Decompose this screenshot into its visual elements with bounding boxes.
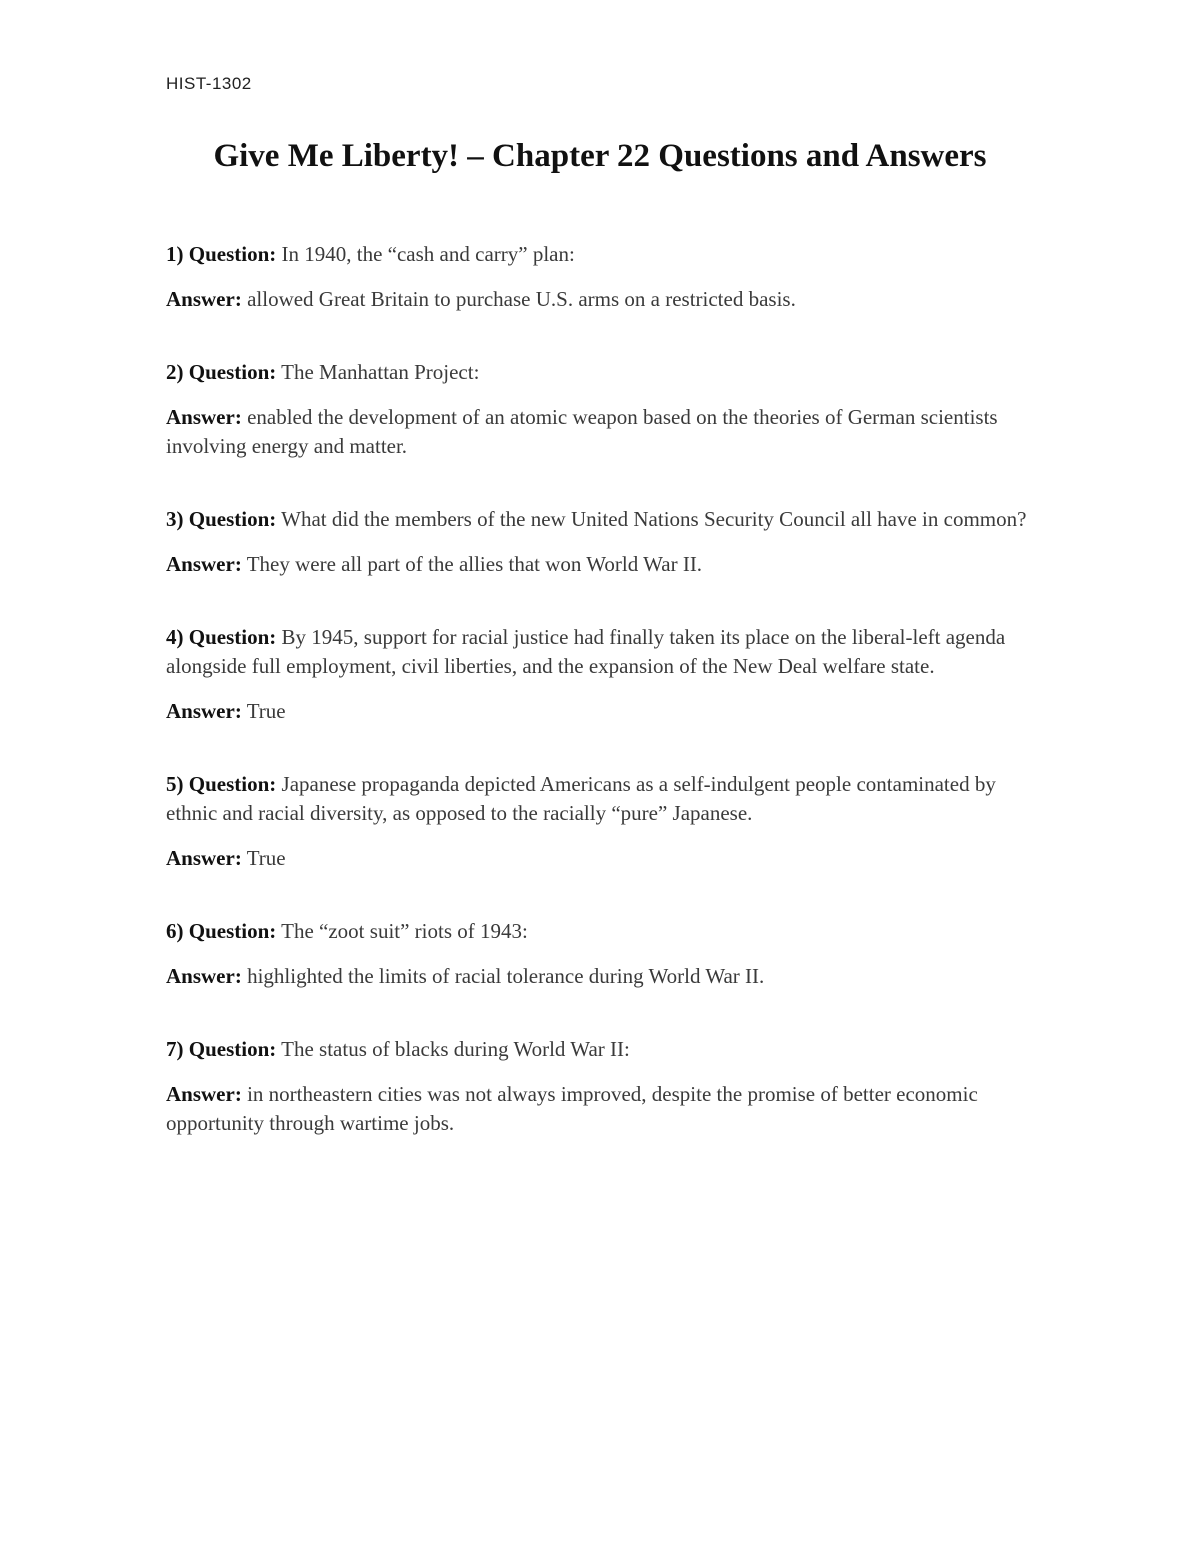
question-label: 6) Question: <box>166 919 277 943</box>
qa-item <box>166 358 1046 461</box>
answer-label: Answer: <box>166 552 242 576</box>
qa-item <box>166 623 1046 726</box>
question-label: 3) Question: <box>166 507 277 531</box>
qa-item <box>166 1035 1046 1138</box>
answer-label: Answer: <box>166 699 242 723</box>
answer-label: Answer: <box>166 405 242 429</box>
qa-item <box>166 240 1046 314</box>
document-title: Give Me Liberty! – Chapter 22 Questions and Answers <box>213 138 987 174</box>
answer-text: highlighted the limits of racial tolerance during World War II. <box>247 964 765 988</box>
answer-label: Answer: <box>166 1082 242 1106</box>
question-text: Japanese propaganda depicted Americans as a self-indulgent people contaminated by ethnic and racial diversity, as opposed to the racially “pure” Japanese. <box>166 772 996 825</box>
question-text: The status of blacks during World War II: <box>281 1037 630 1061</box>
answer-label: Answer: <box>166 846 242 870</box>
qa-list <box>166 240 1046 1182</box>
question-line <box>166 240 1046 269</box>
answer-text: allowed Great Britain to purchase U.S. arms on a restricted basis. <box>247 287 796 311</box>
question-label: 7) Question: <box>166 1037 277 1061</box>
qa-item <box>166 917 1046 991</box>
answer-label: Answer: <box>166 964 242 988</box>
answer-line <box>166 962 1046 991</box>
qa-item <box>166 770 1046 873</box>
answer-text: They were all part of the allies that won World War II. <box>246 552 703 576</box>
answer-line <box>166 1080 1046 1138</box>
answer-text: enabled the development of an atomic weapon based on the theories of German scientists involving energy and matter. <box>166 405 998 458</box>
answer-text: in northeastern cities was not always improved, despite the promise of better economic opportunity through wartime jobs. <box>166 1082 978 1135</box>
answer-line <box>166 844 1046 873</box>
question-line <box>166 770 1046 828</box>
qa-item <box>166 505 1046 579</box>
answer-text: True <box>246 846 286 870</box>
answer-line <box>166 285 1046 314</box>
answer-line <box>166 697 1046 726</box>
question-text: The “zoot suit” riots of 1943: <box>281 919 528 943</box>
question-label: 4) Question: <box>166 625 277 649</box>
answer-line <box>166 550 1046 579</box>
question-line <box>166 1035 1046 1064</box>
question-label: 2) Question: <box>166 360 277 384</box>
question-text: By 1945, support for racial justice had finally taken its place on the liberal-left agenda alongside full employment, civil liberties, and the expansion of the New Deal welfare state. <box>166 625 1006 678</box>
question-line <box>166 917 1046 946</box>
question-text: The Manhattan Project: <box>281 360 480 384</box>
question-line <box>166 358 1046 387</box>
question-line <box>166 505 1046 534</box>
answer-label: Answer: <box>166 287 242 311</box>
question-label: 5) Question: <box>166 772 277 796</box>
course-code-header: HIST-1302 <box>166 74 252 93</box>
question-line <box>166 623 1046 681</box>
question-text: What did the members of the new United Nations Security Council all have in common? <box>281 507 1027 531</box>
answer-line <box>166 403 1046 461</box>
answer-text: True <box>246 699 286 723</box>
question-label: 1) Question: <box>166 242 277 266</box>
question-text: In 1940, the “cash and carry” plan: <box>281 242 575 266</box>
